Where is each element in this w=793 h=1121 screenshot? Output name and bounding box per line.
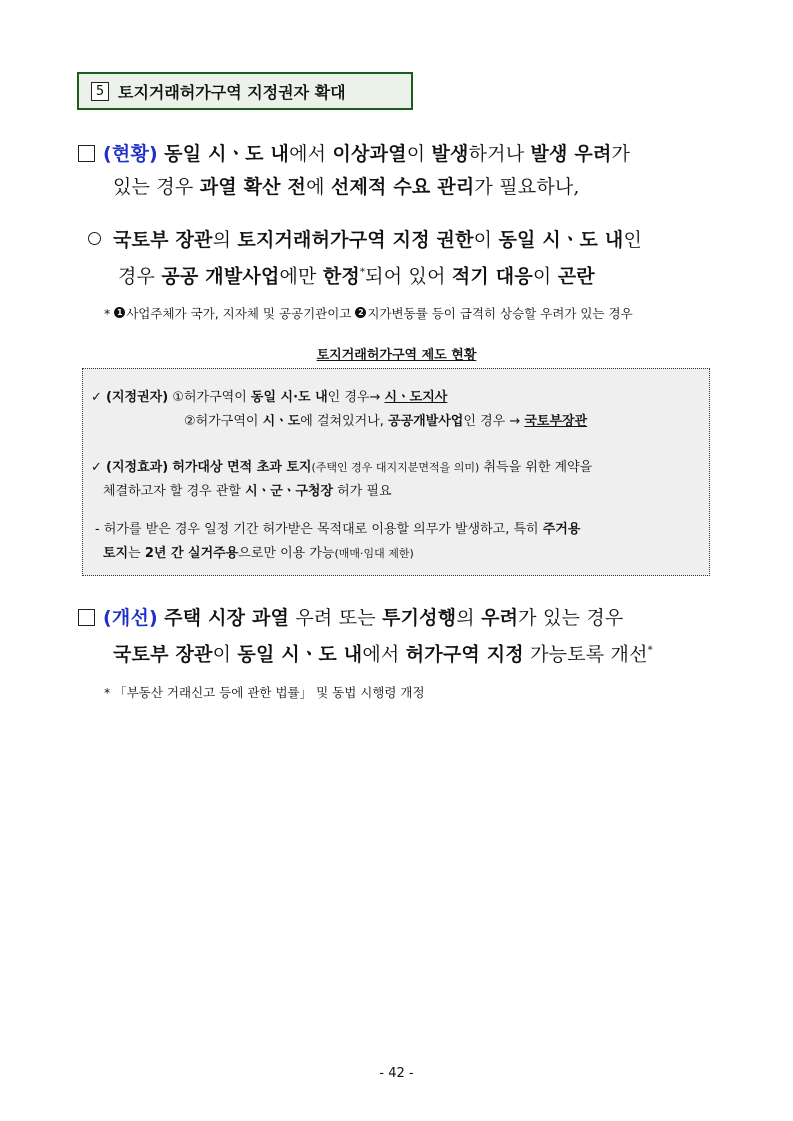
improve-text: 우려 bbox=[481, 607, 519, 629]
status-text: 취득을 위한 계약을 bbox=[479, 460, 593, 475]
improve-tag: (개선) bbox=[103, 607, 158, 629]
footnote-1 bbox=[104, 304, 633, 322]
sub-text: 적기 대응 bbox=[451, 265, 533, 288]
status-text: 시ㆍ도 bbox=[262, 414, 301, 429]
circle-bullet-icon bbox=[88, 232, 101, 245]
sub-text: 되어 있어 bbox=[365, 265, 452, 288]
status-text: 허가 필요 bbox=[333, 484, 392, 499]
status-text: ①허가구역이 bbox=[172, 390, 251, 405]
current-tag: (현황) bbox=[103, 143, 158, 165]
improve-text: 에서 bbox=[362, 643, 406, 666]
status-box-title bbox=[0, 344, 793, 363]
current-line-1 bbox=[78, 138, 630, 170]
check-icon: ✓ bbox=[91, 460, 102, 475]
sub-text: 토지거래허가구역 지정 권한 bbox=[237, 229, 474, 251]
improve-text: 동일 시ㆍ도 내 bbox=[237, 643, 363, 666]
status-text: 시ㆍ군ㆍ구청장 bbox=[245, 484, 334, 499]
sub-line-1 bbox=[88, 224, 642, 256]
status-text: 에 걸쳐있거나, bbox=[300, 414, 389, 429]
footnote-text: 지가변동률 등이 급격히 상승할 우려가 있는 경우 bbox=[367, 306, 633, 321]
current-text: 동일 시ㆍ도 내 bbox=[164, 143, 290, 165]
improve-line-2 bbox=[113, 635, 653, 670]
improve-text: 투기성행 bbox=[382, 607, 457, 629]
status-text: 2년 간 실거주용 bbox=[144, 546, 239, 561]
sub-text: 곤란 bbox=[557, 265, 595, 288]
status-text: 시ㆍ도지사 bbox=[384, 390, 448, 405]
status-text: 인 경우→ bbox=[327, 390, 385, 405]
status-row-4 bbox=[103, 480, 392, 499]
status-text: ②허가구역이 bbox=[184, 414, 263, 429]
sub-text: 경우 bbox=[118, 265, 162, 288]
status-box bbox=[82, 368, 710, 576]
improve-text: 가능토록 개선 bbox=[523, 643, 648, 666]
current-text: 이 bbox=[406, 143, 432, 165]
status-text: - 허가를 받은 경우 일정 기간 허가받은 목적대로 이용할 의무가 발생하고, 특히 bbox=[95, 522, 543, 537]
current-text: 발생 우려 bbox=[530, 143, 612, 165]
status-text: 주거용 bbox=[542, 522, 581, 537]
current-text: 과열 확산 전 bbox=[199, 176, 307, 198]
current-text: 발생 bbox=[431, 143, 469, 165]
status-text: 허가대상 면적 초과 토지 bbox=[172, 460, 312, 475]
footnote-star: * bbox=[104, 306, 111, 321]
status-row-3 bbox=[91, 456, 592, 475]
improve-line-1 bbox=[78, 602, 623, 634]
current-line-2 bbox=[113, 171, 580, 203]
current-text: 하거나 bbox=[468, 143, 531, 165]
current-text: 이상과열 bbox=[332, 143, 407, 165]
current-text: 에서 bbox=[289, 143, 333, 165]
footnote-2: * 「부동산 거래신고 등에 관한 법률」 및 동법 시행령 개정 bbox=[104, 685, 425, 700]
footnote-marker: * bbox=[359, 267, 366, 278]
current-text: 가 필요하나, bbox=[474, 176, 580, 198]
status-text: 는 bbox=[128, 546, 145, 561]
improve-text: 이 bbox=[212, 643, 238, 666]
sub-text: 공공 개발사업 bbox=[161, 265, 280, 288]
check-icon: ✓ bbox=[91, 390, 102, 405]
section-title: 토지거래허가구역 지정권자 확대 bbox=[118, 82, 346, 102]
sub-text: 이 bbox=[532, 265, 558, 288]
current-text: 가 bbox=[611, 143, 631, 165]
sub-text: 의 bbox=[212, 229, 238, 251]
sub-text: 인 bbox=[623, 229, 642, 251]
improve-text: 의 bbox=[456, 607, 482, 629]
footnote-text: 사업주체가 국가, 지자체 및 공공기관이고 bbox=[126, 306, 356, 321]
sub-text: 국토부 장관 bbox=[113, 229, 213, 251]
sub-text: 이 bbox=[473, 229, 499, 251]
status-tag: (지정효과) bbox=[106, 460, 169, 475]
current-text: 있는 경우 bbox=[113, 176, 200, 198]
status-row-5 bbox=[95, 518, 580, 537]
circled-number-2-icon: 2 bbox=[355, 307, 366, 318]
improve-text: 가 있는 경우 bbox=[518, 607, 624, 629]
section-title-box bbox=[77, 72, 413, 110]
improve-text: 국토부 장관 bbox=[113, 643, 213, 666]
status-text: 체결하고자 할 경우 관할 bbox=[103, 484, 246, 499]
status-text: (매매·임대 제한) bbox=[334, 547, 414, 560]
status-tag: (지정권자) bbox=[106, 390, 169, 405]
square-bullet-icon bbox=[78, 145, 95, 162]
status-text: 국토부장관 bbox=[524, 414, 588, 429]
status-text: 동일 시·도 내 bbox=[250, 390, 328, 405]
status-text: 공공개발사업 bbox=[388, 414, 464, 429]
page-number: - 42 - bbox=[379, 1066, 414, 1081]
status-row-6 bbox=[103, 542, 414, 561]
improve-text: 허가구역 지정 bbox=[405, 643, 524, 666]
status-row-1 bbox=[91, 386, 447, 405]
status-text: (주택인 경우 대지지분면적을 의미) bbox=[311, 461, 480, 474]
status-text: 토지 bbox=[103, 546, 129, 561]
current-text: 선제적 수요 관리 bbox=[330, 176, 475, 198]
circled-number-1-icon: 1 bbox=[114, 307, 125, 318]
section-number: 5 bbox=[91, 82, 109, 101]
square-bullet-icon bbox=[78, 609, 95, 626]
sub-text: 에만 bbox=[279, 265, 323, 288]
sub-text: 동일 시ㆍ도 내 bbox=[498, 229, 624, 251]
improve-text: 주택 시장 과열 bbox=[164, 607, 290, 629]
improve-text: 우려 또는 bbox=[289, 607, 383, 629]
status-text: 으로만 이용 가능 bbox=[238, 546, 335, 561]
status-text: 인 경우 → bbox=[463, 414, 525, 429]
sub-line-2 bbox=[118, 257, 595, 292]
sub-text: 한정 bbox=[322, 265, 360, 288]
status-row-2 bbox=[184, 410, 587, 429]
current-text: 에 bbox=[306, 176, 331, 198]
footnote-marker: * bbox=[647, 645, 653, 656]
status-box-title-text: 토지거래허가구역 제도 현황 bbox=[316, 348, 477, 363]
